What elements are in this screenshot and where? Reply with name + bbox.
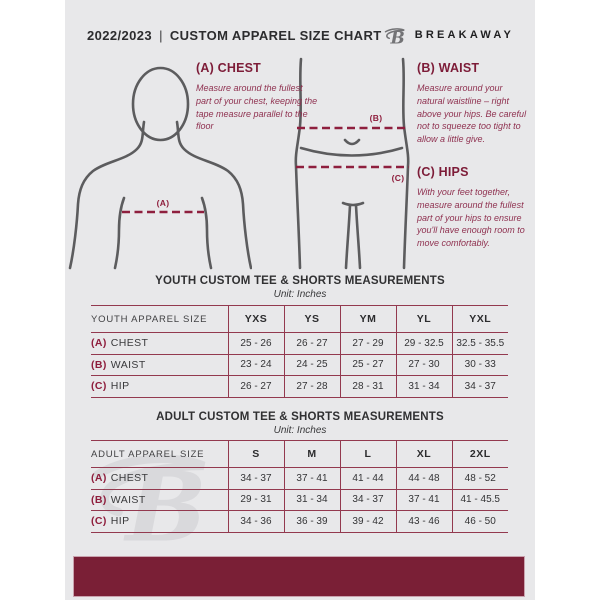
measurement-cell: 26 - 27 (284, 333, 340, 355)
figure-left-side (115, 198, 124, 268)
brand-lockup (383, 24, 514, 47)
breakaway-b-logo-icon (383, 24, 408, 47)
measurement-cell: 48 - 52 (452, 468, 508, 490)
waist-instruction-text: Measure around your natural waistline – right above your hips. Be careful not to squeeze too tight to allow a little give. (417, 83, 527, 145)
adult-col-header: ADULT APPAREL SIZE (91, 448, 205, 460)
adult-waist-row (91, 489, 508, 511)
size-header-m: M (284, 441, 340, 468)
page-title (87, 28, 382, 43)
waist-line-label: (B) (369, 113, 383, 123)
measurement-cell: 34 - 37 (340, 489, 396, 511)
hips-instruction-text: With your feet together, measure around the fullest part of your hips to ensure you'll have enough room to move comfortably. (417, 187, 525, 249)
measurement-cell: 31 - 34 (284, 489, 340, 511)
measurement-cell: 34 - 36 (228, 511, 284, 533)
row-name: WAIST (110, 358, 146, 371)
youth-size-table (91, 305, 508, 398)
youth-waist-row (91, 354, 508, 376)
measurement-cell: 23 - 24 (228, 354, 284, 376)
size-header-yxs: YXS (228, 306, 284, 333)
row-key: (B) (91, 493, 107, 506)
youth-chest-row (91, 333, 508, 355)
row-key: (A) (91, 472, 107, 485)
measurement-cell: 27 - 28 (284, 376, 340, 398)
row-key: (C) (91, 515, 107, 528)
row-name: HIP (110, 380, 130, 393)
title-label: CUSTOM APPAREL SIZE CHART (169, 27, 382, 43)
size-header-yxl: YXL (452, 306, 508, 333)
figure-left-arm (70, 122, 144, 268)
chest-instruction-text: Measure around the fullest part of your chest, keeping the tape measure parallel to the floor (196, 83, 318, 132)
measurement-cell: 29 - 31 (228, 489, 284, 511)
measurement-cell: 32.5 - 35.5 (452, 333, 508, 355)
measurement-cell: 24 - 25 (284, 354, 340, 376)
measurement-cell: 44 - 48 (396, 468, 452, 490)
measurement-cell: 25 - 27 (340, 354, 396, 376)
size-header-l: L (340, 441, 396, 468)
season-label: 2022/2023 (87, 27, 153, 43)
chest-instruction-heading (196, 61, 318, 75)
waist-name: WAIST (438, 61, 480, 75)
brand-name: BREAKAWAY (414, 29, 514, 41)
adult-hip-row (91, 511, 508, 533)
size-header-2xl: 2XL (452, 441, 508, 468)
measurement-cell: 36 - 39 (284, 511, 340, 533)
row-key: (B) (91, 358, 107, 371)
row-label (91, 511, 228, 533)
chest-line-label: (A) (156, 198, 170, 208)
size-header-yl: YL (396, 306, 452, 333)
measurement-cell: 34 - 37 (452, 376, 508, 398)
title-separator: | (159, 27, 163, 43)
size-header-xl: XL (396, 441, 452, 468)
hips-instruction-heading (417, 165, 529, 179)
measurement-cell: 28 - 31 (340, 376, 396, 398)
adult-header-row (91, 441, 508, 468)
row-label (91, 376, 228, 398)
row-key: (A) (91, 337, 107, 350)
chest-instruction (196, 61, 318, 133)
waist-instruction-heading (417, 61, 529, 75)
figure-crotch-mark (343, 203, 363, 205)
figure-head (133, 68, 188, 140)
size-header-s: S (228, 441, 284, 468)
adult-section-title: ADULT CUSTOM TEE & SHORTS MEASUREMENTS (156, 411, 444, 423)
adult-size-table (91, 440, 508, 533)
size-header-ys: YS (284, 306, 340, 333)
measurement-cell: 41 - 45.5 (452, 489, 508, 511)
header (87, 24, 514, 46)
hips-key: (C) (417, 165, 435, 179)
measurement-cell: 43 - 46 (396, 511, 452, 533)
measurement-cell: 29 - 32.5 (396, 333, 452, 355)
measurement-cell: 46 - 50 (452, 511, 508, 533)
waist-key: (B) (417, 61, 435, 75)
measurement-cell: 41 - 44 (340, 468, 396, 490)
measurement-cell: 34 - 37 (228, 468, 284, 490)
row-name: CHEST (110, 337, 149, 350)
figure-left-leg (346, 205, 350, 268)
chest-key: (A) (196, 61, 214, 75)
measurement-cell: 25 - 26 (228, 333, 284, 355)
youth-section-unit: Unit: Inches (273, 289, 327, 300)
measurement-cell: 39 - 42 (340, 511, 396, 533)
figure-right-arm (177, 122, 251, 268)
measurement-cell: 37 - 41 (284, 468, 340, 490)
adult-section-unit: Unit: Inches (273, 425, 327, 436)
row-label (91, 468, 228, 490)
figure-waistband-curve (301, 148, 402, 156)
hips-name: HIPS (438, 165, 469, 179)
youth-col-header: YOUTH APPAREL SIZE (91, 313, 208, 325)
footer-accent-band (73, 556, 525, 597)
youth-section-title: YOUTH CUSTOM TEE & SHORTS MEASUREMENTS (155, 275, 445, 287)
row-label (91, 489, 228, 511)
adult-chest-row (91, 468, 508, 490)
row-name: CHEST (110, 472, 149, 485)
measurement-cell: 37 - 41 (396, 489, 452, 511)
measurement-cell: 30 - 33 (452, 354, 508, 376)
measurement-cell: 26 - 27 (228, 376, 284, 398)
row-name: HIP (110, 515, 130, 528)
figure-right-hip (403, 59, 408, 268)
measurement-cell: 27 - 29 (340, 333, 396, 355)
figure-right-leg (356, 205, 360, 268)
figure-right-side (202, 198, 211, 268)
hips-line-label: (C) (391, 173, 405, 183)
youth-hip-row (91, 376, 508, 398)
measurement-cell: 27 - 30 (396, 354, 452, 376)
measurement-cell: 31 - 34 (396, 376, 452, 398)
hips-instruction (417, 165, 529, 250)
size-header-ym: YM (340, 306, 396, 333)
youth-header-row (91, 306, 508, 333)
row-key: (C) (91, 380, 107, 393)
row-name: WAIST (110, 493, 146, 506)
row-label (91, 333, 228, 355)
figure-navel (345, 140, 359, 144)
waist-instruction (417, 61, 529, 146)
size-chart-page (65, 0, 535, 600)
row-label (91, 354, 228, 376)
chest-name: CHEST (217, 61, 262, 75)
